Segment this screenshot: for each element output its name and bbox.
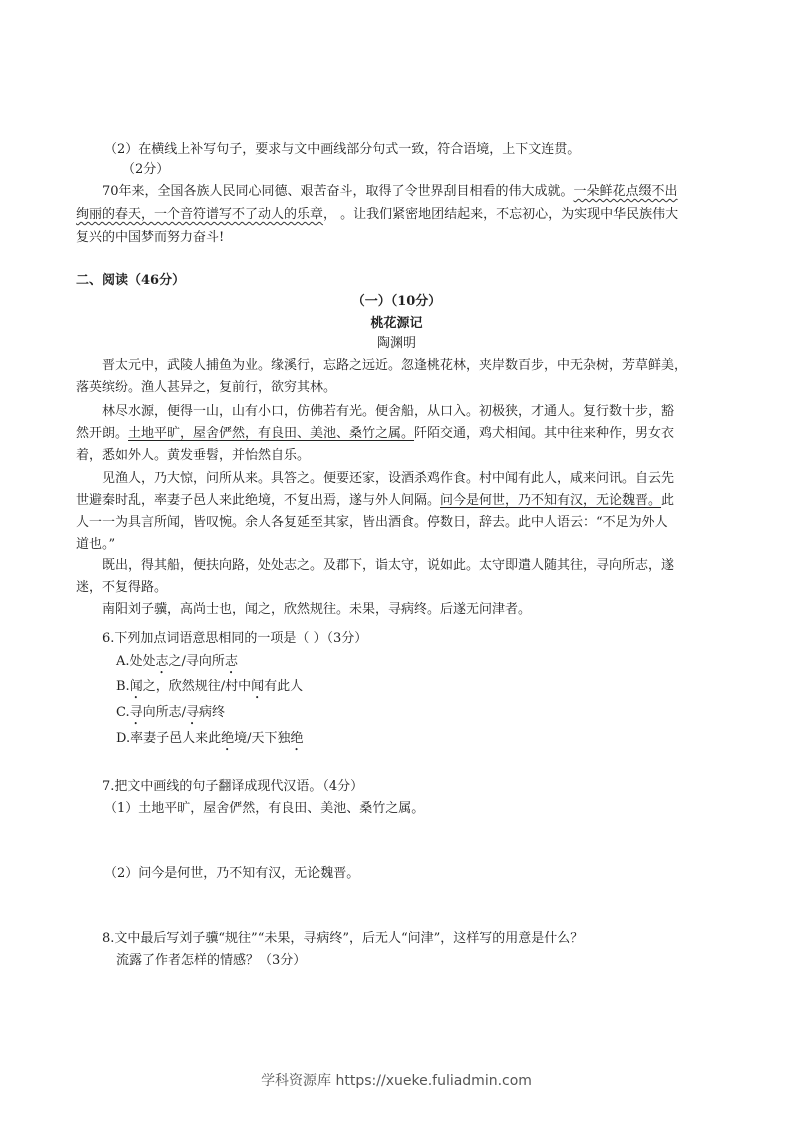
- option-text: 之，欣然规往/村中: [142, 679, 252, 694]
- q2-wavy-sentence-start: 一朵鲜花点缀不出: [573, 184, 678, 199]
- question-7-part-1: （1）土地平旷，屋舍俨然，有良田、美池、桑竹之属。: [104, 801, 425, 816]
- passage-line: 落英缤纷。渔人甚异之，复前行，欲穷其林。: [76, 380, 337, 395]
- section-heading-reading: 二、阅读（46分）: [76, 273, 186, 288]
- passage-line: [76, 424, 674, 444]
- q2-wavy-sentence-end: 绚丽的春天，一个音符谱写不了动人的乐章: [76, 207, 324, 222]
- dotted-word: 绝: [290, 731, 304, 746]
- passage-text: 此: [661, 493, 675, 508]
- dotted-word: 寻: [129, 705, 143, 720]
- passage-line: 迷，不复得路。: [76, 580, 168, 595]
- passage-text: 世避秦时乱，率妻子邑人来此绝境，不复出焉，遂与外人间隔。: [76, 493, 441, 508]
- question-7: 7.把文中画线的句子翻译成现代汉语。（4分）: [102, 779, 364, 794]
- option-text: 有此人: [264, 679, 304, 694]
- q2-points: （2分）: [122, 162, 170, 177]
- dotted-word: 闻: [251, 679, 265, 694]
- passage-text: 然开朗。: [76, 426, 129, 441]
- dotted-word: 绝: [221, 731, 235, 746]
- q6-option-d: [116, 729, 304, 754]
- dotted-word: 志: [224, 654, 238, 669]
- option-text: 病终: [199, 705, 226, 720]
- option-text: 之/寻向所: [168, 654, 225, 669]
- question-6: 6.下列加点词语意思相同的一项是（ ）（3分）: [102, 631, 368, 646]
- option-text: D.率妻子邑人来此: [116, 731, 222, 746]
- poem-author: 陶渊明: [376, 336, 416, 351]
- passage-line: 既出，得其船，便扶向路，处处志之。及郡下，诣太守，说如此。太守即遣人随其往，寻向所志，遂: [102, 558, 675, 573]
- q2-text: 70年来，全国各族人民同心同德、艰苦奋斗，取得了令世界刮目相看的伟大成就。: [102, 184, 574, 199]
- footer-watermark: 学科资源库 https://xueke.fuliadmin.com: [261, 1073, 532, 1089]
- option-text: B.: [116, 679, 130, 694]
- q6-option-b: [116, 677, 303, 702]
- q2-paragraph-line-2: [76, 205, 678, 225]
- passage-line: 南阳刘子骥，高尚士也，闻之，欣然规往。未果，寻病终。后遂无问津者。: [102, 602, 532, 617]
- option-text: 境/天下独: [234, 731, 291, 746]
- question-8: 8.文中最后写刘子骥“规往”“未果，寻病终”，后无人“问津”，这样写的用意是什么？: [102, 931, 584, 946]
- part-one-heading: （一）（10分）: [351, 294, 442, 309]
- underlined-sentence-2: 问今是何世，乃不知有汉，无论魏晋。: [440, 493, 662, 508]
- poem-title: 桃花源记: [370, 316, 423, 331]
- q2-blank-text: ， 。让我们紧密地团结起来，不忘初心，为实现中华民族伟大: [323, 207, 679, 222]
- passage-line: 着，悉如外人。黄发垂髫，并怡然自乐。: [76, 448, 311, 463]
- option-text: C.: [116, 705, 130, 720]
- passage-line: [76, 491, 674, 511]
- q6-option-c: [116, 703, 225, 728]
- q2-paragraph-line-1: [102, 182, 678, 202]
- option-text: 向所志/: [142, 705, 187, 720]
- passage-line: 林尽水源，便得一山，山有小口，仿佛若有光。便舍船，从口入。初极狭，才通人。复行数十步，豁: [102, 404, 675, 419]
- dotted-word: 志: [155, 654, 169, 669]
- passage-line: 道也。”: [76, 537, 116, 552]
- option-text: A.处处: [116, 654, 156, 669]
- underlined-sentence-1: 土地平旷，屋舍俨然，有良田、美池、桑竹之属。: [128, 426, 415, 441]
- passage-line: 晋太元中，武陵人捕鱼为业。缘溪行，忘路之远近。忽逢桃花林，夹岸数百步，中无杂树，芳草鲜美，: [102, 358, 688, 373]
- passage-line: 人一一为具言所闻，皆叹惋。余人各复延至其家，皆出酒食。停数日，辞去。此中人语云：“不足为外人: [76, 515, 668, 530]
- q2-intro: （2）在横线上补写句子，要求与文中画线部分句式一致，符合语境，上下文连贯。: [104, 142, 581, 157]
- q2-paragraph-line-3: 复兴的中国梦而努力奋斗!: [76, 230, 225, 245]
- dotted-word: 寻: [186, 705, 200, 720]
- passage-line: 见渔人，乃大惊，问所从来。具答之。便要还家，设酒杀鸡作食。村中闻有此人，咸来问讯。自云先: [102, 471, 675, 486]
- question-8-line-2: 流露了作者怎样的情感？（3分）: [116, 953, 307, 968]
- dotted-word: 闻: [129, 679, 143, 694]
- question-7-part-2: （2）问今是何世，乃不知有汉，无论魏晋。: [104, 866, 360, 881]
- passage-text: 阡陌交通，鸡犬相闻。其中往来种作，男女衣: [414, 426, 675, 441]
- q6-option-a: [116, 652, 238, 677]
